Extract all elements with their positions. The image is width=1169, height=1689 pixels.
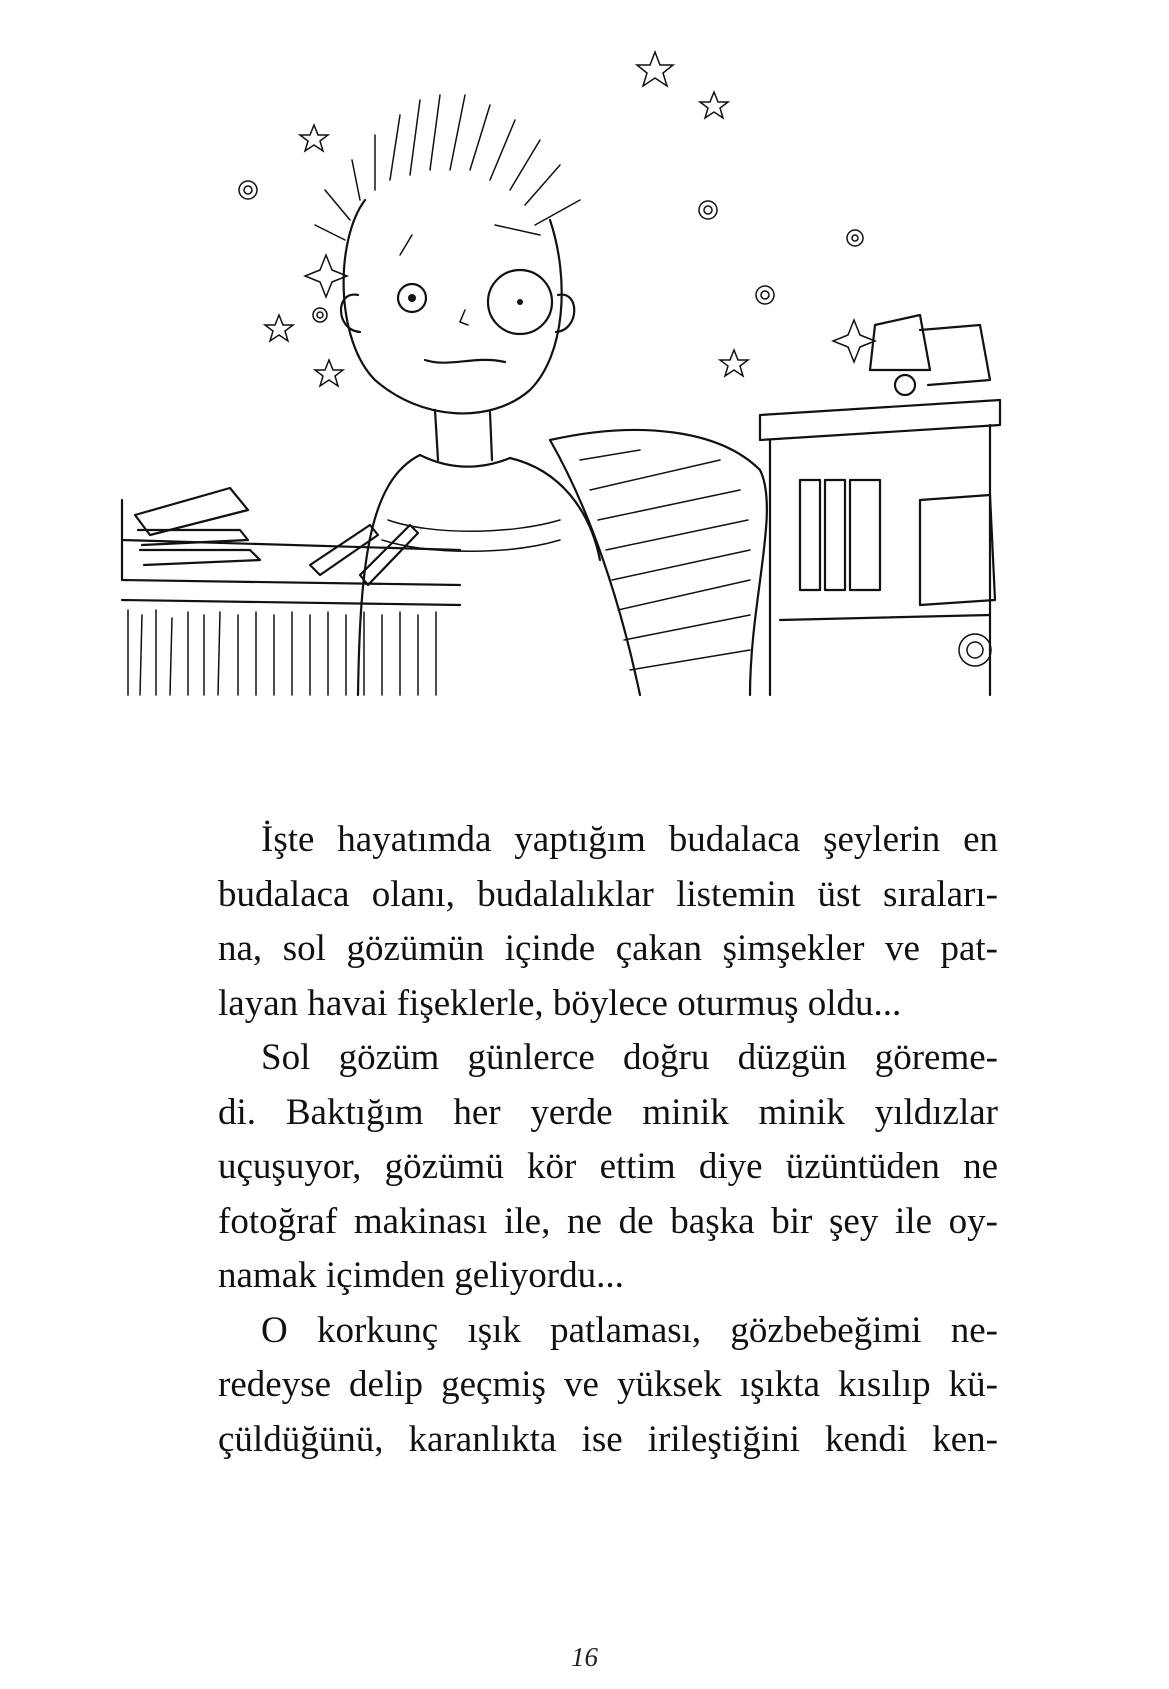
shelf-drawing	[760, 315, 1000, 695]
body-text	[218, 813, 998, 1467]
text-line: layan havai fişeklerle, böylece oturmuş oldu...	[218, 982, 902, 1024]
text-line: fotoğraf makinası ile, ne de başka bir şey ile oy-	[218, 1200, 998, 1242]
boy-at-desk-illustration	[120, 40, 1080, 760]
text-line: namak içimden geliyordu...	[218, 1255, 624, 1296]
chair-drawing	[550, 430, 767, 695]
text-line: uçuşuyor, gözümü kör ettim diye üzüntüden ne	[218, 1146, 998, 1187]
text-line: Sol gözüm günlerce doğru düzgün göreme-	[261, 1037, 998, 1078]
text-line: budalaca olanı, budalalıklar listemin üst sıraları-	[218, 873, 998, 915]
text-line: di. Baktığım her yerde minik minik yıldızlar	[218, 1091, 998, 1133]
desk-drawing	[122, 488, 460, 695]
text-line: O korkunç ışık patlaması, gözbebeğimi ne-	[261, 1309, 998, 1351]
text-line: na, sol gözümün içinde çakan şimşekler ve pat-	[218, 928, 998, 969]
text-line: İşte hayatımda yaptığım budalaca şeylerin en	[261, 819, 998, 860]
page-number: 16	[571, 1642, 598, 1672]
text-line: çüldüğünü, karanlıkta ise irileştiğini kendi ken-	[218, 1418, 998, 1460]
text-line: redeyse delip geçmiş ve yüksek ışıkta kısılıp kü-	[218, 1364, 998, 1405]
